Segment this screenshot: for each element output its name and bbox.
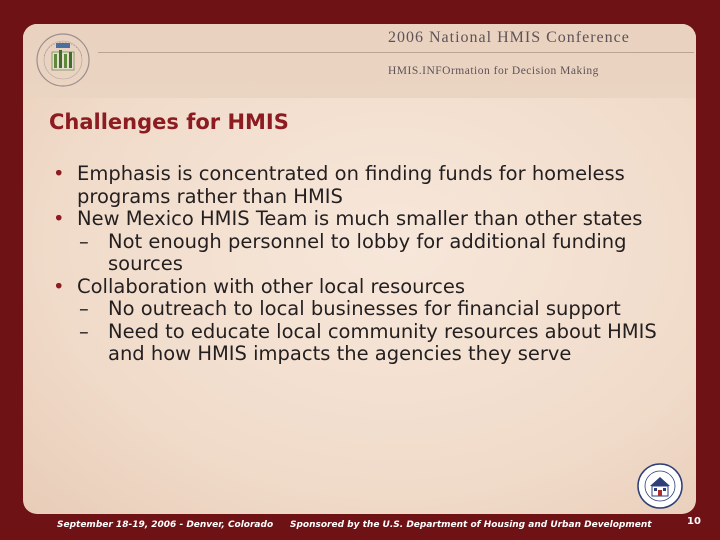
sub-bullet-list	[77, 298, 674, 366]
bullet-text: Emphasis is concentrated on finding funds for homeless programs rather than HMIS	[77, 162, 625, 208]
conference-title: 2006 National HMIS Conference	[388, 29, 630, 46]
dash-icon: –	[79, 319, 89, 343]
footer-date-location: September 18-19, 2006 - Denver, Colorado	[57, 520, 274, 530]
sub-bullet-text: Not enough personnel to lobby for additional funding sources	[108, 229, 627, 275]
bullet-text: Collaboration with other local resources	[77, 274, 466, 298]
sub-bullet-text: No outreach to local businesses for financial support	[108, 297, 621, 320]
conference-subtitle: HMIS.INFOrmation for Decision Making	[388, 65, 599, 77]
bullet-icon: •	[53, 207, 65, 230]
footer-sponsor: Sponsored by the U.S. Department of Housing and Urban Development	[290, 520, 652, 530]
bullet-icon: •	[53, 162, 65, 185]
bullet-list	[49, 163, 674, 366]
sub-list-item	[77, 298, 674, 321]
list-item	[49, 276, 674, 366]
header-divider	[98, 52, 694, 53]
sub-list-item	[77, 321, 674, 366]
sub-bullet-text: Need to educate local community resources about HMIS and how HMIS impacts the agencies they serve	[108, 319, 657, 365]
bullet-icon: •	[53, 274, 65, 298]
list-item	[49, 208, 674, 276]
slide-title: Challenges for HMIS	[49, 110, 289, 134]
dash-icon: –	[79, 229, 89, 253]
dash-icon: –	[79, 297, 89, 320]
hud-building-logo-icon	[28, 28, 98, 92]
page-number: 10	[687, 516, 701, 527]
sub-list-item	[77, 231, 674, 276]
list-item	[49, 163, 674, 208]
hud-seal-icon	[636, 462, 684, 510]
sub-bullet-list	[77, 231, 674, 276]
bullet-text: New Mexico HMIS Team is much smaller than other states	[77, 207, 643, 230]
